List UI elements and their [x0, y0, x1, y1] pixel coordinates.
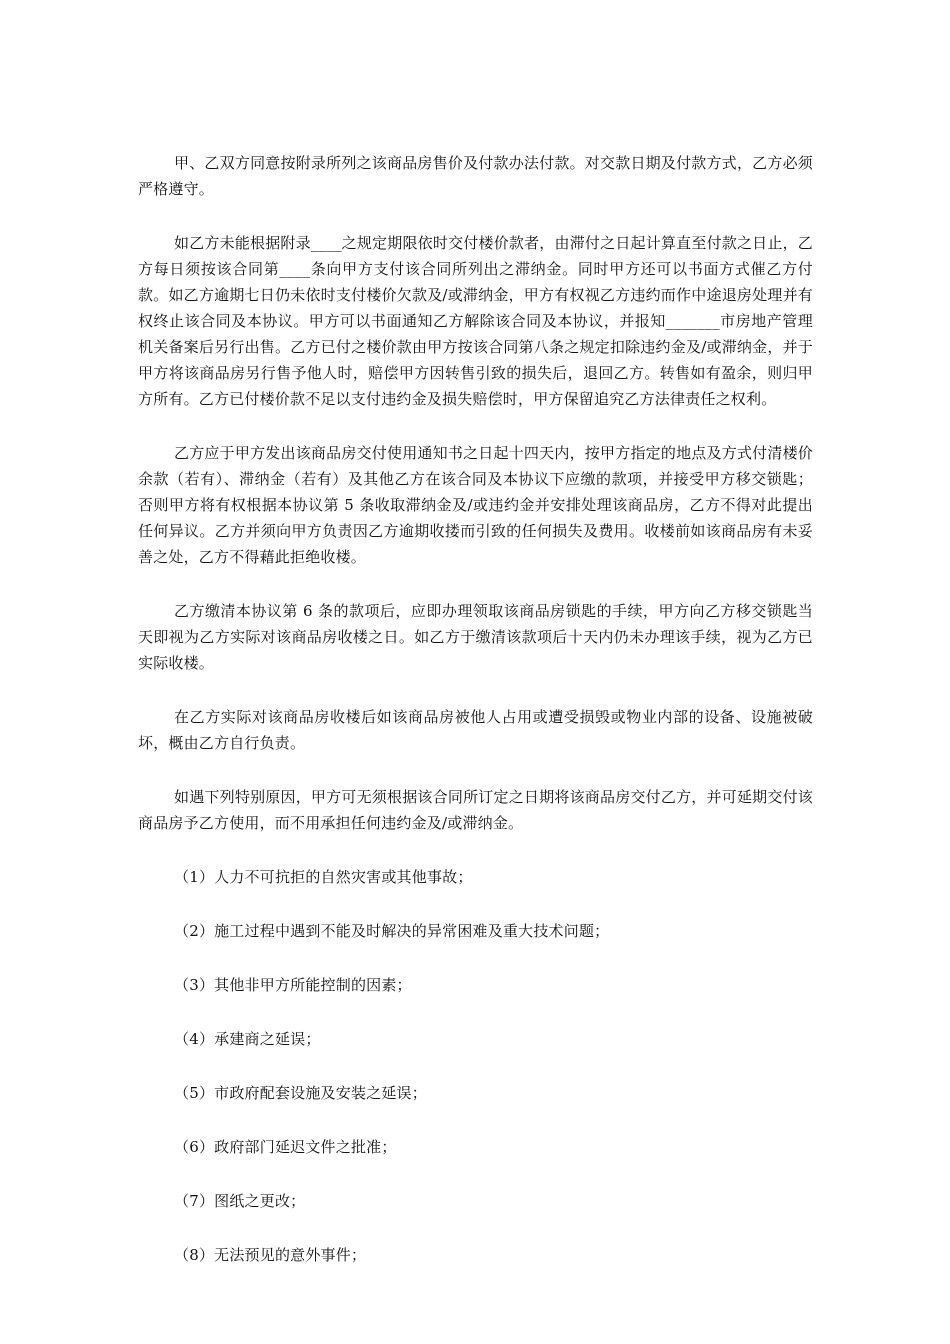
list-item: （7）图纸之更改； — [174, 1192, 306, 1210]
list-item: （4）承建商之延误； — [174, 1030, 321, 1048]
paragraph-exceptions: 如遇下列特别原因，甲方可无须根据该合同所订定之日期将该商品房交付乙方，并可延期交付该商品房予乙方使用，而不用承担任何违约金及/或滞纳金。 — [138, 788, 813, 832]
list-item: （8）无法预见的意外事件； — [174, 1246, 367, 1264]
paragraph-handover: 乙方应于甲方发出该商品房交付使用通知书之日起十四天内，按甲方指定的地点及方式付清楼价余款（若有）、滞纳金（若有）及其他乙方在该合同及本协议下应缴的款项，并接受甲方移交锁匙；否则甲方将有权根据本协议第 5 条收取滞纳金及/或违约金并安排处理该商品房，乙方不得对此提出任何异议。乙方并须向甲方负责因乙方逾期收搂而引致的任何损失及费用。收楼前如该商品房有未妥善之处，乙方不得藉此拒绝收楼。 — [138, 444, 813, 566]
list-item: （2）施工过程中遇到不能及时解决的异常困难及重大技术问题； — [174, 922, 610, 940]
paragraph-payment-terms: 甲、乙双方同意按附录所列之该商品房售价及付款办法付款。对交款日期及付款方式，乙方必须严格遵守。 — [138, 154, 813, 198]
paragraph-keys: 乙方缴清本协议第 6 条的款项后，应即办理领取该商品房锁匙的手续，甲方向乙方移交锁匙当天即视为乙方实际对该商品房收楼之日。如乙方于缴清该款项后十天内仍未办理该手续，视为乙方已实际收楼。 — [138, 602, 813, 672]
paragraph-responsibility: 在乙方实际对该商品房收楼后如该商品房被他人占用或遭受损毁或物业内部的设备、设施被破坏，概由乙方自行负责。 — [138, 708, 813, 752]
list-item: （6）政府部门延迟文件之批准； — [174, 1138, 397, 1156]
paragraph-late-payment: 如乙方未能根据附录____之规定期限依时交付楼价款者，由滞付之日起计算直至付款之日止，乙方每日须按该合同第____条向甲方支付该合同所列出之滞纳金。同时甲方还可以书面方式催乙方付款。如乙方逾期七日仍未依时支付楼价欠款及/或滞纳金，甲方有权视乙方违约而作中途退房处理并有权终止该合同及本协议。甲方可以书面通知乙方解除该合同及本协议，并报知_______市房地产管理机关备案后另行出售。乙方已付之楼价款由甲方按该合同第八条之规定扣除违约金及/或滞纳金，并于甲方将该商品房另行售予他人时，赔偿甲方因转售引致的损失后，退回乙方。转售如有盈余，则归甲方所有。乙方已付楼价款不足以支付违约金及损失赔偿时，甲方保留追究乙方法律责任之权利。 — [138, 234, 813, 408]
list-item: （3）其他非甲方所能控制的因素； — [174, 976, 412, 994]
document-body — [138, 150, 813, 1296]
list-item: （1）人力不可抗拒的自然灾害或其他事故； — [174, 868, 473, 886]
list-item: （5）市政府配套设施及安装之延误； — [174, 1084, 427, 1102]
